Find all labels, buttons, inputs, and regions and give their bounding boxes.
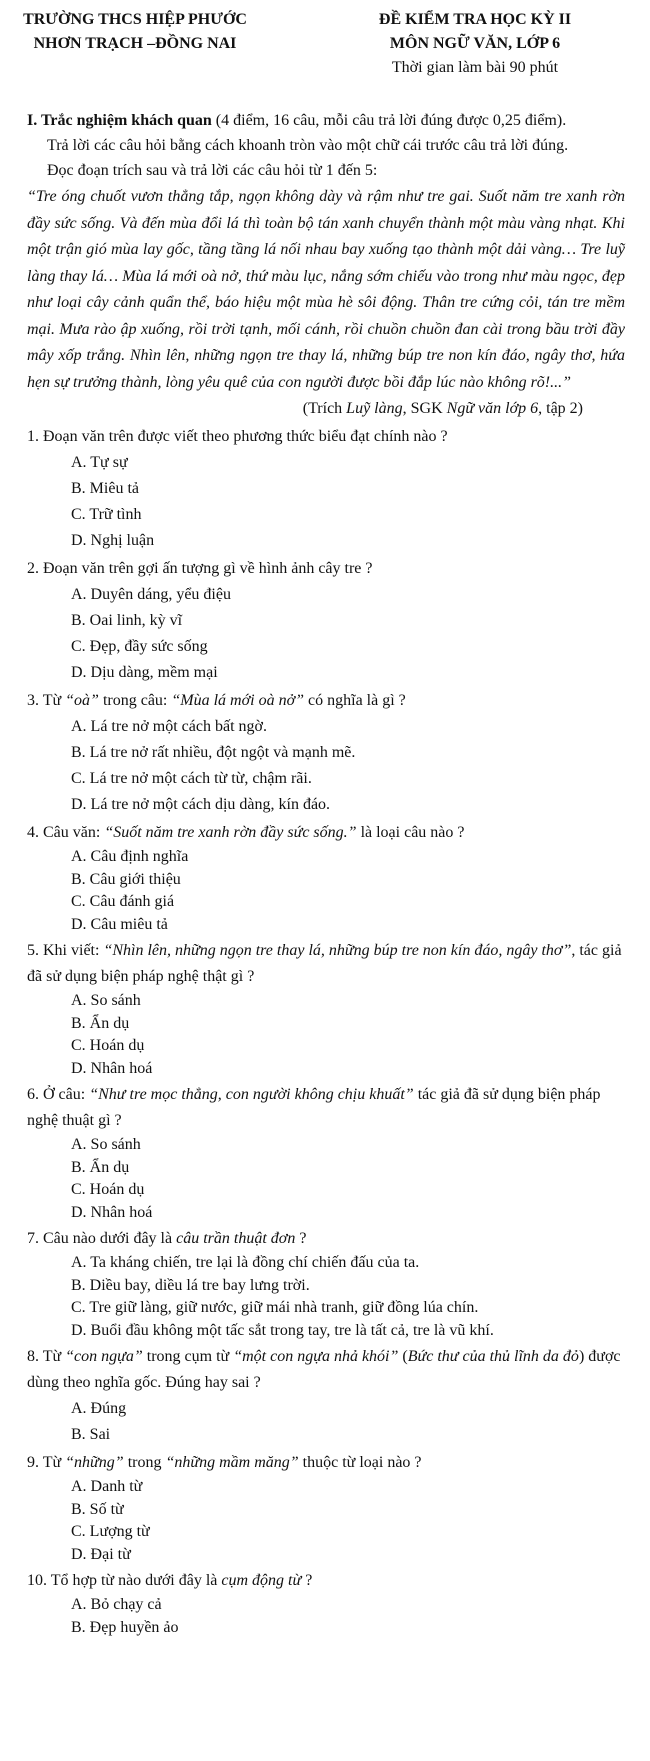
answer-option[interactable]: D. Đại từ xyxy=(71,1545,131,1563)
answer-option[interactable]: C. Tre giữ làng, giữ nước, giữ mái nhà tranh, giữ đồng lúa chín. xyxy=(71,1299,479,1316)
answer-option[interactable]: D. Dịu dàng, mềm mại xyxy=(71,664,218,681)
exam-header xyxy=(0,8,650,88)
question-stem xyxy=(27,938,625,990)
question-6 xyxy=(27,1082,625,1224)
answer-option[interactable]: A. So sánh xyxy=(71,1136,141,1153)
question-stem-part: trong câu: xyxy=(98,692,172,709)
question-5 xyxy=(27,938,625,1080)
question-stem-part: có nghĩa là gì ? xyxy=(304,692,406,709)
answer-option[interactable]: C. Đẹp, đầy sức sống xyxy=(71,638,208,655)
question-3 xyxy=(27,688,625,818)
question-4 xyxy=(27,820,625,936)
answer-option[interactable]: B. Số từ xyxy=(71,1500,124,1518)
exam-subject: MÔN NGỮ VĂN, LỚP 6 xyxy=(389,35,561,52)
answer-option[interactable]: A. Đúng xyxy=(71,1400,127,1417)
answer-option[interactable]: C. Lượng từ xyxy=(71,1523,150,1540)
answer-options xyxy=(27,1396,625,1448)
question-stem-part: “những mầm măng” xyxy=(165,1454,299,1471)
answer-option[interactable]: C. Hoán dụ xyxy=(71,1037,145,1054)
question-7 xyxy=(27,1226,625,1342)
answer-option[interactable]: B. Đẹp huyền ảo xyxy=(71,1618,179,1636)
question-stem xyxy=(27,556,625,582)
question-stem-part: “Như tre mọc thẳng, con người không chịu khuất” xyxy=(89,1086,414,1103)
source-mid: , SGK xyxy=(402,400,447,417)
section-scoring: (4 điểm, 16 câu, mỗi câu trả lời đúng được 0,25 điểm). xyxy=(211,112,567,129)
question-stem-part: “Mùa lá mới oà nở” xyxy=(171,692,305,709)
school-name: TRƯỜNG THCS HIỆP PHƯỚC xyxy=(23,11,247,28)
answer-option[interactable]: B. Ẩn dụ xyxy=(71,1014,130,1032)
question-2 xyxy=(27,556,625,686)
question-stem-part: ? xyxy=(301,1572,313,1589)
answer-option[interactable]: B. Lá tre nở rất nhiều, đột ngột và mạnh mẽ. xyxy=(71,744,356,761)
exam-content xyxy=(27,108,625,1639)
answer-option[interactable]: B. Diều bay, diều lá tre bay lưng trời. xyxy=(71,1276,310,1294)
question-stem-part: “những” xyxy=(65,1454,124,1471)
question-stem-part: trong cụm từ xyxy=(142,1348,234,1365)
question-stem-part: Bức thư của thủ lĩnh da đỏ xyxy=(407,1348,579,1365)
reading-passage: “Tre óng chuốt vươn thẳng tắp, ngọn không dày và rậm như tre gai. Suốt năm tre xanh rờn đầy sức sống. Và đến mùa đổi lá thì toàn bộ tán xanh chuyển thành một màu vàng nhạt. Khi một trận gió mùa lay gốc, tầng tầng lá nối nhau bay xuống tạo thành một dải vàng… Tre luỹ làng thay lá… Mùa lá mới oà nở, thứ màu lục, nắng sớm chiếu vào trong như màu ngọc, đẹp như loại cây cảnh quẩn thể, báo hiệu một mùa hè sôi động. Thân tre cứng cỏi, tán tre mềm mại. Mưa rào ập xuống, rồi trời tạnh, mối cánh, rồi chuồn chuồn đan cài trong bầu trời đầy mây xốp trắng. Nhìn lên, những ngọn tre thay lá, những búp tre non kín đáo, ngây thơ, hứa hẹn sự trưởng thành, lòng yêu quê của con người được bồi đắp lúc nào không rõ!...” xyxy=(27,188,625,391)
question-stem-part: “Nhìn lên, những ngọn tre thay lá, những búp tre non kín đáo, ngây thơ” xyxy=(103,942,572,959)
source-prefix: (Trích xyxy=(302,400,347,417)
question-stem-part: 1. Đoạn văn trên được viết theo phương thức biểu đạt chính nào ? xyxy=(27,428,448,445)
question-9 xyxy=(27,1450,625,1566)
answer-options xyxy=(27,450,625,554)
answer-option[interactable]: B. Miêu tả xyxy=(71,480,139,497)
answer-option[interactable]: D. Buổi đầu không một tấc sắt trong tay, tre là tất cả, tre là vũ khí. xyxy=(71,1321,494,1339)
answer-options xyxy=(27,582,625,686)
source-book: Ngữ văn lớp 6 xyxy=(446,400,539,417)
answer-options xyxy=(27,1594,625,1639)
answer-option[interactable]: D. Lá tre nở một cách dịu dàng, kín đáo. xyxy=(71,796,331,813)
question-stem-part: ) được dùng theo nghĩa gốc. Đúng hay sai ? xyxy=(27,1348,621,1391)
question-stem xyxy=(27,1344,625,1396)
passage-source xyxy=(27,396,625,422)
question-stem-part: 10. Tổ hợp từ nào dưới đây là xyxy=(27,1572,222,1589)
question-1 xyxy=(27,424,625,554)
instruction-answer: Trả lời các câu hỏi bằng cách khoanh tròn vào một chữ cái trước câu trả lời đúng. xyxy=(47,137,569,154)
question-stem-part: 9. Từ xyxy=(27,1454,66,1471)
school-info xyxy=(0,8,270,56)
answer-option[interactable]: A. So sánh xyxy=(71,992,141,1009)
answer-option[interactable]: D. Nghị luận xyxy=(71,532,155,549)
instruction-read: Đọc đoạn trích sau và trả lời các câu hỏi từ 1 đến 5: xyxy=(47,162,378,179)
question-stem-part: 3. Từ xyxy=(27,692,66,709)
source-suffix: , tập 2) xyxy=(538,400,583,417)
question-stem-part: “con ngựa” xyxy=(65,1348,143,1365)
answer-options xyxy=(27,1252,625,1342)
question-stem-part: “một con ngựa nhả khói” xyxy=(233,1348,399,1365)
question-stem xyxy=(27,1568,625,1594)
question-stem-part: 6. Ở câu: xyxy=(27,1086,90,1103)
answer-option[interactable]: A. Tự sự xyxy=(71,454,128,471)
answer-option[interactable]: A. Lá tre nở một cách bất ngờ. xyxy=(71,718,267,735)
answer-options xyxy=(27,1134,625,1224)
answer-option[interactable]: A. Danh từ xyxy=(71,1478,143,1495)
question-stem-part: câu trần thuật đơn xyxy=(176,1230,296,1247)
answer-option[interactable]: D. Câu miêu tả xyxy=(71,915,168,933)
question-stem xyxy=(27,820,625,846)
answer-option[interactable]: B. Sai xyxy=(71,1426,111,1443)
answer-option[interactable]: C. Câu đánh giá xyxy=(71,893,175,910)
question-stem xyxy=(27,424,625,450)
answer-options xyxy=(27,846,625,936)
question-stem-part: , tác giả đã sử dụng biện pháp nghệ thật gì ? xyxy=(27,942,622,985)
question-stem-part: ( xyxy=(398,1348,408,1365)
answer-option[interactable]: A. Duyên dáng, yểu điệu xyxy=(71,586,231,603)
question-stem-part: 5. Khi viết: xyxy=(27,942,104,959)
answer-options xyxy=(27,1476,625,1566)
question-stem-part: “oà” xyxy=(65,692,99,709)
question-stem xyxy=(27,1450,625,1476)
answer-option[interactable]: C. Hoán dụ xyxy=(71,1181,145,1198)
question-stem xyxy=(27,1082,625,1134)
section-title: I. Trắc nghiệm khách quan xyxy=(27,112,212,129)
exam-title: ĐỀ KIỂM TRA HỌC KỲ II xyxy=(378,11,572,28)
question-10 xyxy=(27,1568,625,1639)
question-stem-part: 2. Đoạn văn trên gợi ấn tượng gì về hình ảnh cây tre ? xyxy=(27,560,373,577)
question-list xyxy=(27,424,625,1639)
answer-option[interactable]: D. Nhân hoá xyxy=(71,1203,153,1221)
answer-option[interactable]: A. Ta kháng chiến, tre lại là đồng chí chiến đấu của ta. xyxy=(71,1254,420,1271)
question-stem-part: tác giả đã sử dụng biện pháp nghệ thuật gì ? xyxy=(27,1086,601,1129)
answer-option[interactable]: C. Lá tre nở một cách từ từ, chậm rãi. xyxy=(71,770,312,787)
question-stem-part: trong xyxy=(123,1454,166,1471)
question-stem-part: thuộc từ loại nào ? xyxy=(298,1454,422,1471)
question-stem-part: 4. Câu văn: xyxy=(27,824,105,841)
answer-option[interactable]: B. Câu giới thiệu xyxy=(71,870,181,888)
question-8 xyxy=(27,1344,625,1448)
question-stem-part: là loại câu nào ? xyxy=(356,824,465,841)
source-title: Luỹ làng xyxy=(346,400,403,417)
question-stem-part: 7. Câu nào dưới đây là xyxy=(27,1230,177,1247)
answer-option[interactable]: D. Nhân hoá xyxy=(71,1059,153,1077)
question-stem-part: 8. Từ xyxy=(27,1348,66,1365)
answer-option[interactable]: A. Câu định nghĩa xyxy=(71,848,189,865)
exam-info xyxy=(310,8,640,80)
question-stem xyxy=(27,1226,625,1252)
exam-duration: Thời gian làm bài 90 phút xyxy=(391,59,559,76)
answer-option[interactable]: B. Ẩn dụ xyxy=(71,1158,130,1176)
question-stem-part: ? xyxy=(295,1230,307,1247)
school-location: NHƠN TRẠCH –ĐỒNG NAI xyxy=(33,35,237,52)
answer-options xyxy=(27,714,625,818)
question-stem-part: cụm động từ xyxy=(221,1572,302,1589)
answer-option[interactable]: C. Trữ tình xyxy=(71,506,142,523)
section-heading xyxy=(27,108,625,133)
answer-option[interactable]: A. Bỏ chạy cả xyxy=(71,1596,162,1613)
question-stem xyxy=(27,688,625,714)
answer-option[interactable]: B. Oai linh, kỳ vĩ xyxy=(71,612,183,629)
question-stem-part: “Suốt năm tre xanh rờn đầy sức sống.” xyxy=(104,824,357,841)
answer-options xyxy=(27,990,625,1080)
